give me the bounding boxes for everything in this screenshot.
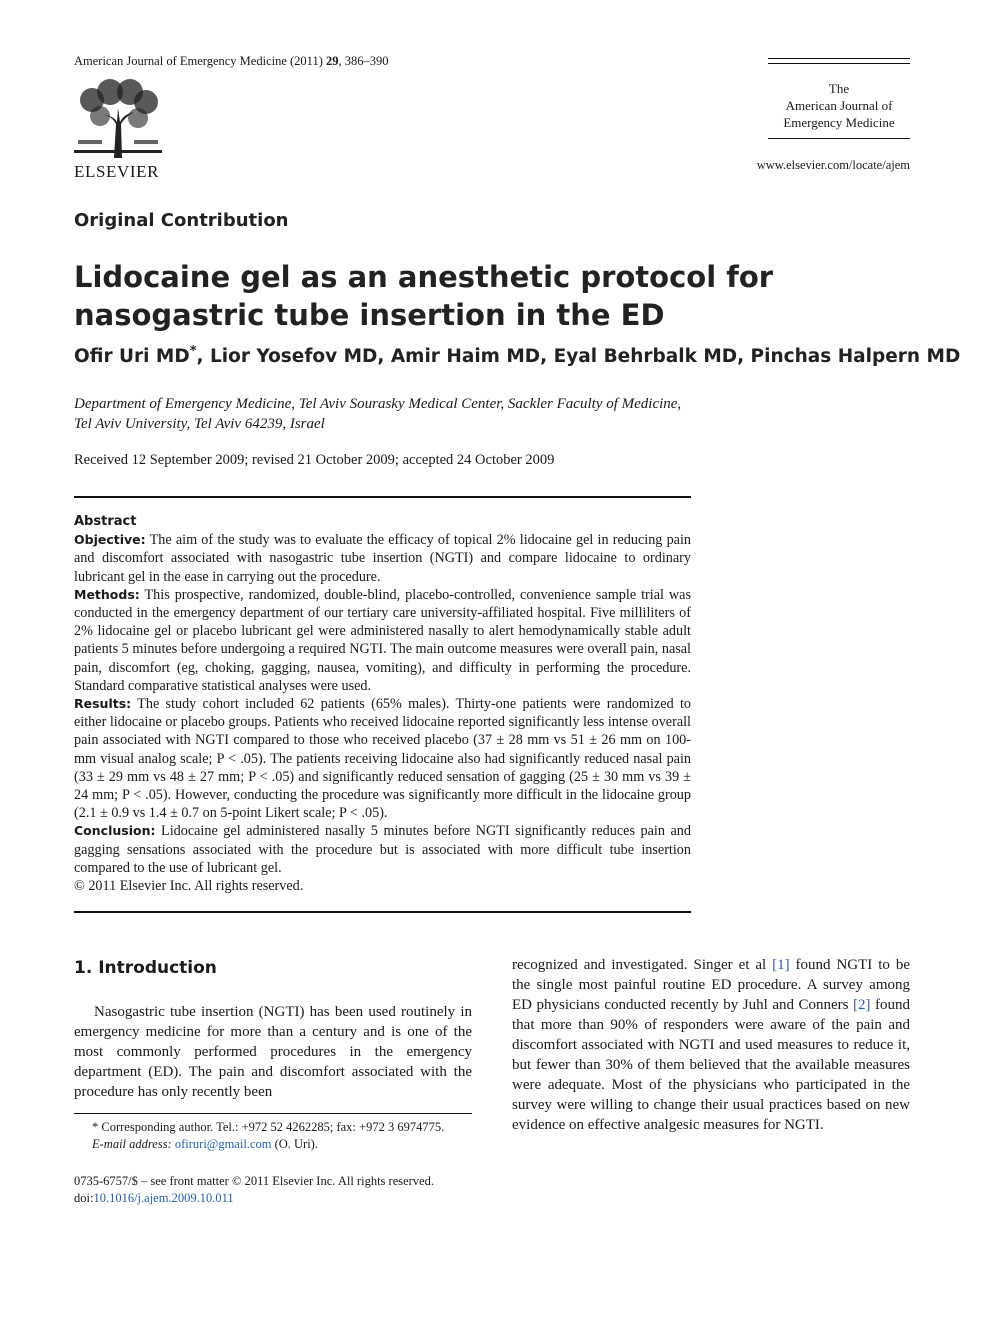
- masthead-rule-thin: [768, 63, 910, 64]
- elsevier-tree-logo: [72, 78, 164, 158]
- abstract-rule-top: [74, 496, 691, 498]
- reference-link-1[interactable]: [1]: [772, 957, 790, 973]
- abstract: [74, 513, 691, 895]
- abstract-rule-bottom: [74, 911, 691, 913]
- journal-line: Emergency Medicine: [783, 115, 895, 130]
- footnote-rule: [74, 1113, 472, 1114]
- journal-citation: American Journal of Emergency Medicine (2011) 29, 386–390: [74, 54, 389, 68]
- article-dates: Received 12 September 2009; revised 21 October 2009; accepted 24 October 2009: [74, 452, 555, 468]
- journal-url-link[interactable]: www.elsevier.com/locate/ajem: [756, 158, 910, 172]
- article-title: Lidocaine gel as an anesthetic protocol for nasogastric tube insertion in the ED: [74, 260, 774, 332]
- section-heading-introduction: 1. Introduction: [74, 958, 217, 978]
- email-link[interactable]: ofiruri@gmail.com: [174, 1137, 272, 1151]
- journal-line: American Journal of: [785, 98, 893, 113]
- doi-line: doi:10.1016/j.ajem.2009.10.011: [74, 1191, 234, 1205]
- abstract-results: Results: The study cohort included 62 patients (65% males). Thirty-one patients were randomized to either lidocaine or placebo groups. Patients who received lidocaine reported significantly less intense overall pain associated with NGTI compared to those who received placebo (37 ± 28 mm vs 51 ± 26 mm on 100-mm visual analog scale; P < .05). The patients receiving lidocaine also had significantly reduced nasal pain (33 ± 29 mm vs 48 ± 27 mm; P < .05) and significantly reduced sensation of gagging (25 ± 30 mm vs 39 ± 24 mm; P < .05). However, conducting the procedure was significantly more difficult in the lidocaine group (2.1 ± 0.9 vs 1.4 ± 0.7 on 5-point Likert scale; P < .05).: [74, 696, 691, 822]
- corresponding-author-note: * Corresponding author. Tel.: +972 52 4262285; fax: +972 3 6974775.: [92, 1120, 445, 1134]
- reference-link-2[interactable]: [2]: [853, 997, 871, 1013]
- journal-masthead: [768, 80, 910, 131]
- page-footer: [74, 1173, 494, 1207]
- intro-paragraph-left: Nasogastric tube insertion (NGTI) has been used routinely in emergency medicine for more than a century and is one of the most commonly performed procedures in the emergency department (ED). The pain and discomfort associated with the procedure has only recently been: [74, 1004, 472, 1100]
- masthead-rule-top: [768, 58, 910, 59]
- abstract-conclusion: Conclusion: Lidocaine gel administered nasally 5 minutes before NGTI significantly reduces pain and gagging sensations associated with the procedure but is associated with more difficult tube insertion compared to the use of lubricant gel.: [74, 823, 691, 876]
- email-note: E-mail address: ofiruri@gmail.com (O. Uri).: [92, 1137, 318, 1151]
- publisher-name: ELSEVIER: [74, 162, 160, 181]
- article-type: Original Contribution: [74, 210, 289, 231]
- footnote: [74, 1119, 472, 1153]
- left-column: [74, 958, 472, 1102]
- abstract-methods: Methods: This prospective, randomized, double-blind, placebo-controlled, convenience sample trial was conducted in the emergency department of our tertiary care university-affiliated hospital. Five milliliters of 2% lidocaine gel or placebo lubricant gel were administered nasally to alert hemodynamically stable adult patients 5 minutes before undergoing a required NGTI. The main outcome measures were overall pain, nasal pain, discomfort (eg, choking, gagging, nausea, vomiting), and difficulty in performing the procedure. Standard comparative statistical analyses were used.: [74, 586, 691, 694]
- abstract-objective: Objective: The aim of the study was to evaluate the efficacy of topical 2% lidocaine gel in reducing pain and discomfort associated with nasogastric tube insertion (NGTI) and compare lidocaine to ordinary lubricant gel in the ease in carrying out the procedure.: [74, 532, 691, 585]
- abstract-copyright: © 2011 Elsevier Inc. All rights reserved.: [74, 878, 304, 895]
- author-list: Ofir Uri MD*, Lior Yosefov MD, Amir Haim MD, Eyal Behrbalk MD, Pinchas Halpern MD: [74, 344, 961, 368]
- doi-link[interactable]: 10.1016/j.ajem.2009.10.011: [93, 1191, 234, 1205]
- journal-line: The: [828, 81, 850, 96]
- affiliation: Department of Emergency Medicine, Tel Aviv Sourasky Medical Center, Sackler Faculty of Medicine, Tel Aviv University, Tel Aviv 64239, Israel: [74, 396, 682, 432]
- abstract-heading: Abstract: [74, 514, 137, 529]
- intro-paragraph-right: recognized and investigated. Singer et al [1] found NGTI to be the single most painful routine ED procedure. A survey among ED physicians conducted recently by Juhl and Conners [2] found that more than 90% of responders were aware of the pain and discomfort associated with NGTI and used measures to reduce it, but fewer than 30% of them believed that the available measures were adequate. Most of the physicians who participated in the survey were willing to change their usual practices based on new evidence on effective analgesic measures for NGTI.: [512, 957, 911, 1133]
- masthead-rule-bottom: [768, 138, 910, 139]
- corresponding-author-mark[interactable]: *: [189, 344, 197, 359]
- issn-line: 0735-6757/$ – see front matter © 2011 Elsevier Inc. All rights reserved.: [74, 1174, 434, 1188]
- right-column: [512, 955, 910, 1135]
